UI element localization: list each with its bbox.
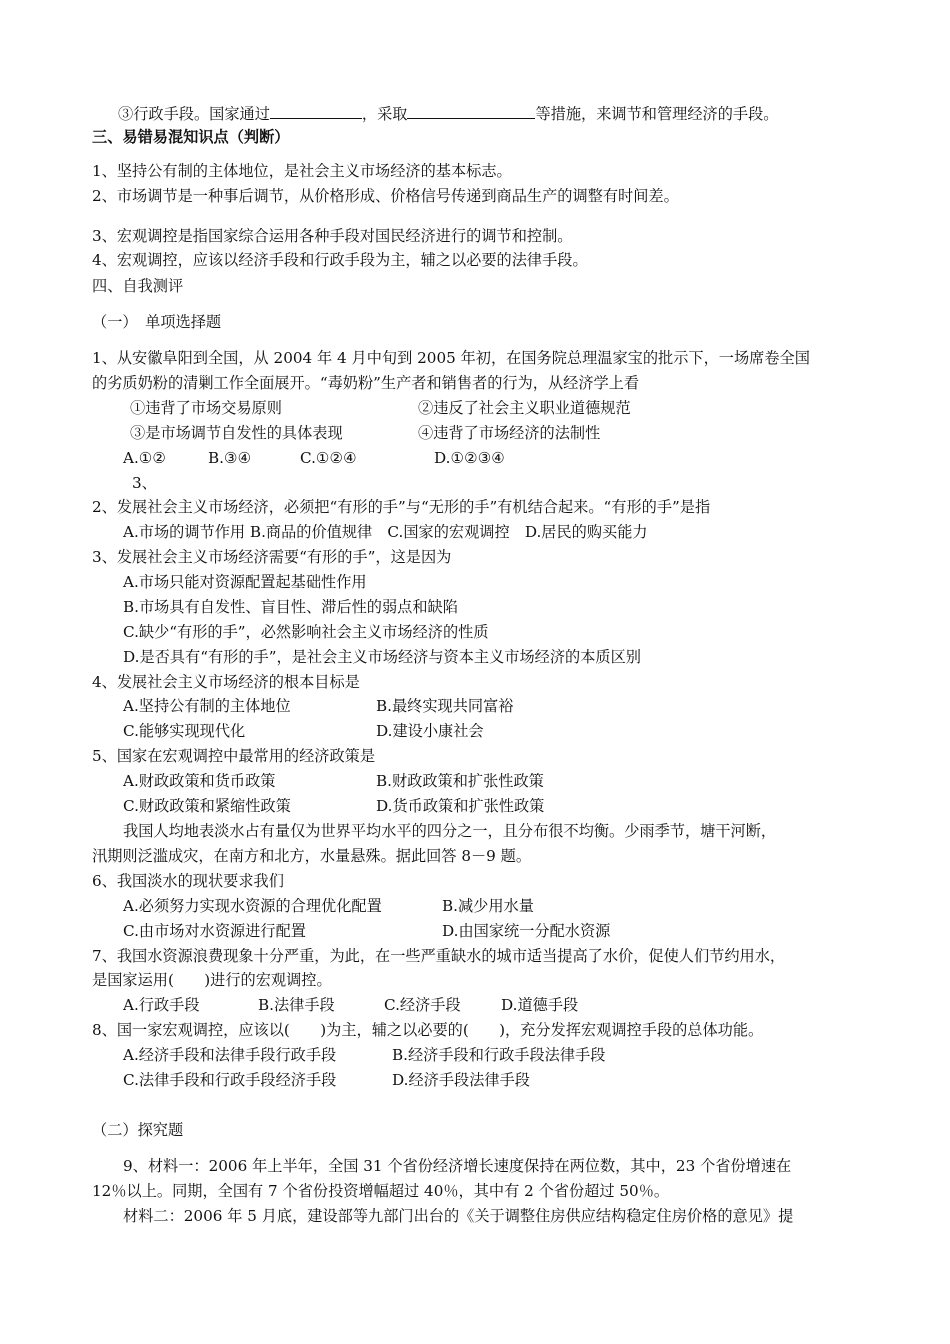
q3-stem: 3、发展社会主义市场经济需要“有形的手”，这是因为 [92, 548, 452, 566]
q1-stem-line1: 1、从安徽阜阳到全国，从 2004 年 4 月中旬到 2005 年初，在国务院总理温家宝的批示下，一场席卷全国 [92, 349, 810, 367]
q1-statement-2: ②违反了社会主义职业道德规范 [418, 399, 631, 417]
fill-text-part3: 等措施，来调节和管理经济的手段。 [535, 105, 779, 123]
q4-option-b[interactable]: B.最终实现共同富裕 [376, 697, 514, 715]
material-line1: 我国人均地表淡水占有量仅为世界平均水平的四分之一，且分布很不均衡。少雨季节，塘干河断， [123, 822, 777, 840]
q4-option-a[interactable]: A.坚持公有制的主体地位 [123, 697, 291, 715]
q7-stem-line2: 是国家运用( )进行的宏观调控。 [92, 971, 332, 989]
q1-stem-line2: 的劣质奶粉的清剿工作全面展开。“毒奶粉”生产者和销售者的行为，从经济学上看 [92, 374, 640, 392]
q3-option-c[interactable]: C.缺少“有形的手”，必然影响社会主义市场经济的性质 [123, 623, 489, 641]
part-1-heading: （一） 单项选择题 [92, 313, 222, 331]
fill-text-part2: ，采取 [361, 105, 408, 123]
q2-options[interactable]: A.市场的调节作用 B.商品的价值规律 C.国家的宏观调控 D.居民的购买能力 [123, 523, 648, 541]
q8-option-b[interactable]: B.经济手段和行政手段法律手段 [392, 1046, 606, 1064]
section-4-heading: 四、自我测评 [92, 277, 184, 295]
judge-item-4: 4、宏观调控，应该以经济手段和行政手段为主，辅之以必要的法律手段。 [92, 251, 588, 269]
q8-option-d[interactable]: D.经济手段法律手段 [392, 1071, 530, 1089]
q6-option-c[interactable]: C.由市场对水资源进行配置 [123, 922, 306, 940]
q8-stem: 8、国一家宏观调控，应该以( )为主，辅之以必要的( )，充分发挥宏观调控手段的总体功能。 [92, 1021, 764, 1039]
q1-extra-number: 3、 [132, 474, 157, 492]
judge-item-2: 2、市场调节是一种事后调节，从价格形成、价格信号传递到商品生产的调整有时间差。 [92, 187, 679, 205]
blank-2[interactable] [407, 103, 535, 119]
judge-item-3: 3、宏观调控是指国家综合运用各种手段对国民经济进行的调节和控制。 [92, 227, 573, 245]
q9-material-1-line2: 12％以上。同期，全国有 7 个省份投资增幅超过 40％，其中有 2 个省份超过 50％。 [92, 1182, 670, 1200]
blank-1[interactable] [270, 103, 362, 119]
q5-stem: 5、国家在宏观调控中最常用的经济政策是 [92, 747, 376, 765]
fill-text-part1: ③行政手段。国家通过 [118, 105, 270, 123]
q1-option-b[interactable]: B.③④ [208, 449, 252, 467]
q1-option-a[interactable]: A.①② [123, 449, 167, 467]
q7-option-b[interactable]: B.法律手段 [258, 996, 335, 1014]
q1-option-d[interactable]: D.①②③④ [434, 449, 505, 467]
section-3-heading: 三、易错易混知识点（判断） [92, 128, 290, 146]
material-line2: 汛期则泛滥成灾，在南方和北方，水量悬殊。据此回答 8－9 题。 [92, 847, 532, 865]
q6-option-d[interactable]: D.由国家统一分配水资源 [442, 922, 611, 940]
q9-material-2-line1: 材料二：2006 年 5 月底，建设部等九部门出台的《关于调整住房供应结构稳定住房价格的意见》提 [123, 1207, 794, 1225]
q1-statement-4: ④违背了市场经济的法制性 [418, 424, 601, 442]
q4-option-d[interactable]: D.建设小康社会 [376, 722, 484, 740]
q2-stem: 2、发展社会主义市场经济，必须把“有形的手”与“无形的手”有机结合起来。“有形的手”是指 [92, 498, 711, 516]
q3-option-a[interactable]: A.市场只能对资源配置起基础性作用 [123, 573, 367, 591]
q1-statement-3: ③是市场调节自发性的具体表现 [130, 424, 343, 442]
q5-option-d[interactable]: D.货币政策和扩张性政策 [376, 797, 545, 815]
q8-option-a[interactable]: A.经济手段和法律手段行政手段 [123, 1046, 337, 1064]
q9-material-1-line1: 9、材料一：2006 年上半年，全国 31 个省份经济增长速度保持在两位数，其中，23 个省份增速在 [123, 1157, 792, 1175]
q7-option-c[interactable]: C.经济手段 [384, 996, 461, 1014]
q1-option-c[interactable]: C.①②④ [300, 449, 357, 467]
part-2-heading: （二）探究题 [92, 1121, 184, 1139]
administrative-means-line [118, 103, 778, 124]
q7-option-d[interactable]: D.道德手段 [501, 996, 579, 1014]
q5-option-b[interactable]: B.财政政策和扩张性政策 [376, 772, 544, 790]
q5-option-c[interactable]: C.财政政策和紧缩性政策 [123, 797, 291, 815]
q5-option-a[interactable]: A.财政政策和货币政策 [123, 772, 276, 790]
q3-option-d[interactable]: D.是否具有“有形的手”，是社会主义市场经济与资本主义市场经济的本质区别 [123, 648, 641, 666]
q1-statement-1: ①违背了市场交易原则 [130, 399, 282, 417]
q6-option-a[interactable]: A.必须努力实现水资源的合理优化配置 [123, 897, 382, 915]
q7-option-a[interactable]: A.行政手段 [123, 996, 200, 1014]
judge-item-1: 1、坚持公有制的主体地位，是社会主义市场经济的基本标志。 [92, 162, 512, 180]
q6-option-b[interactable]: B.减少用水量 [442, 897, 534, 915]
q3-option-b[interactable]: B.市场具有自发性、盲目性、滞后性的弱点和缺陷 [123, 598, 458, 616]
q4-stem: 4、发展社会主义市场经济的根本目标是 [92, 673, 360, 691]
q4-option-c[interactable]: C.能够实现现代化 [123, 722, 246, 740]
q8-option-c[interactable]: C.法律手段和行政手段经济手段 [123, 1071, 337, 1089]
q7-stem-line1: 7、我国水资源浪费现象十分严重，为此，在一些严重缺水的城市适当提高了水价，促使人们节约用水， [92, 947, 786, 965]
q6-stem: 6、我国淡水的现状要求我们 [92, 872, 284, 890]
